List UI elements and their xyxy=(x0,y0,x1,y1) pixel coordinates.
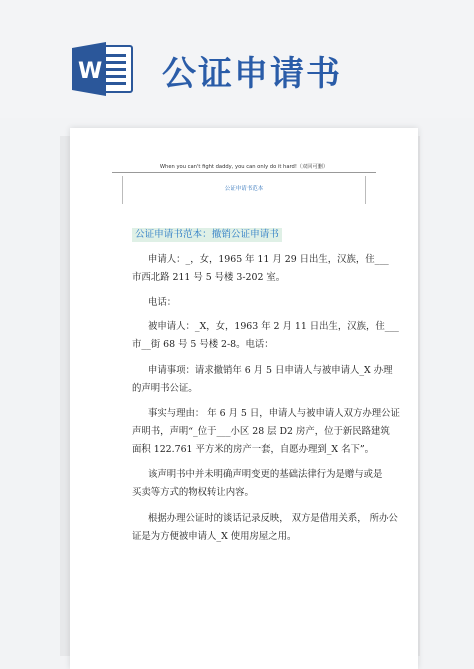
paragraph-line: 的声明书公证。 xyxy=(132,383,198,394)
section-heading: 公证申请书范本：撤销公证申请书 xyxy=(132,228,282,242)
paragraph-line: 市西北路 211 号 5 号楼 3-202 室。 xyxy=(132,272,286,283)
header-rule xyxy=(112,172,376,173)
document-title: 公证申请书 xyxy=(162,54,342,94)
svg-text:W: W xyxy=(78,59,103,84)
paragraph-respondent xyxy=(132,318,399,354)
paragraph-line: 申请人：_，女，1965 年 11 月 29 日出生，汉族，住___ xyxy=(148,254,389,265)
paragraph-line: 被申请人：_X，女，1963 年 2 月 11 日出生，汉族，住___ xyxy=(148,321,399,332)
paragraph-line: 证是为方便被申请人_X 使用房屋之用。 xyxy=(132,531,297,542)
paragraph-request xyxy=(132,362,393,398)
paragraph-line: 买卖等方式的物权转让内容。 xyxy=(132,487,254,498)
page-header-note: When you can't fight daddy, you can only do it hard!（双回可删） xyxy=(159,164,329,170)
paragraph-line: 该声明书中并未明确声明变更的基础法律行为是赠与或是 xyxy=(148,469,383,480)
paragraph-facts xyxy=(132,405,400,459)
paragraph-line: 申请事项：请求撤销年 6 月 5 日申请人与被申请人_X 办理 xyxy=(148,365,393,376)
paragraph-line: 声明书，声明“_位于___小区 28 层 D2 房产，位于新民路建筑 xyxy=(132,426,390,437)
paragraph-applicant xyxy=(132,251,389,287)
word-icon xyxy=(72,40,134,98)
paragraph-line: 事实与理由： 年 6 月 5 日，申请人与被申请人双方办理公证 xyxy=(148,408,400,419)
paragraph-line: 根据办理公证时的谈话记录反映， 双方是借用关系， 所办公 xyxy=(148,513,398,524)
paragraph-line: 面积 122.761 平方米的房产一套，自愿办理到_X 名下”。 xyxy=(132,444,374,455)
paragraph-line: 电话： xyxy=(148,297,177,308)
paragraph-record xyxy=(132,510,398,546)
paragraph-phone xyxy=(132,294,368,312)
sample-tag: 公证申请书范本 xyxy=(224,186,264,192)
document-page xyxy=(70,128,418,669)
paragraph-statement xyxy=(132,466,383,502)
paragraph-line: 市__街 68 号 5 号楼 2-8。电话： xyxy=(132,339,274,350)
